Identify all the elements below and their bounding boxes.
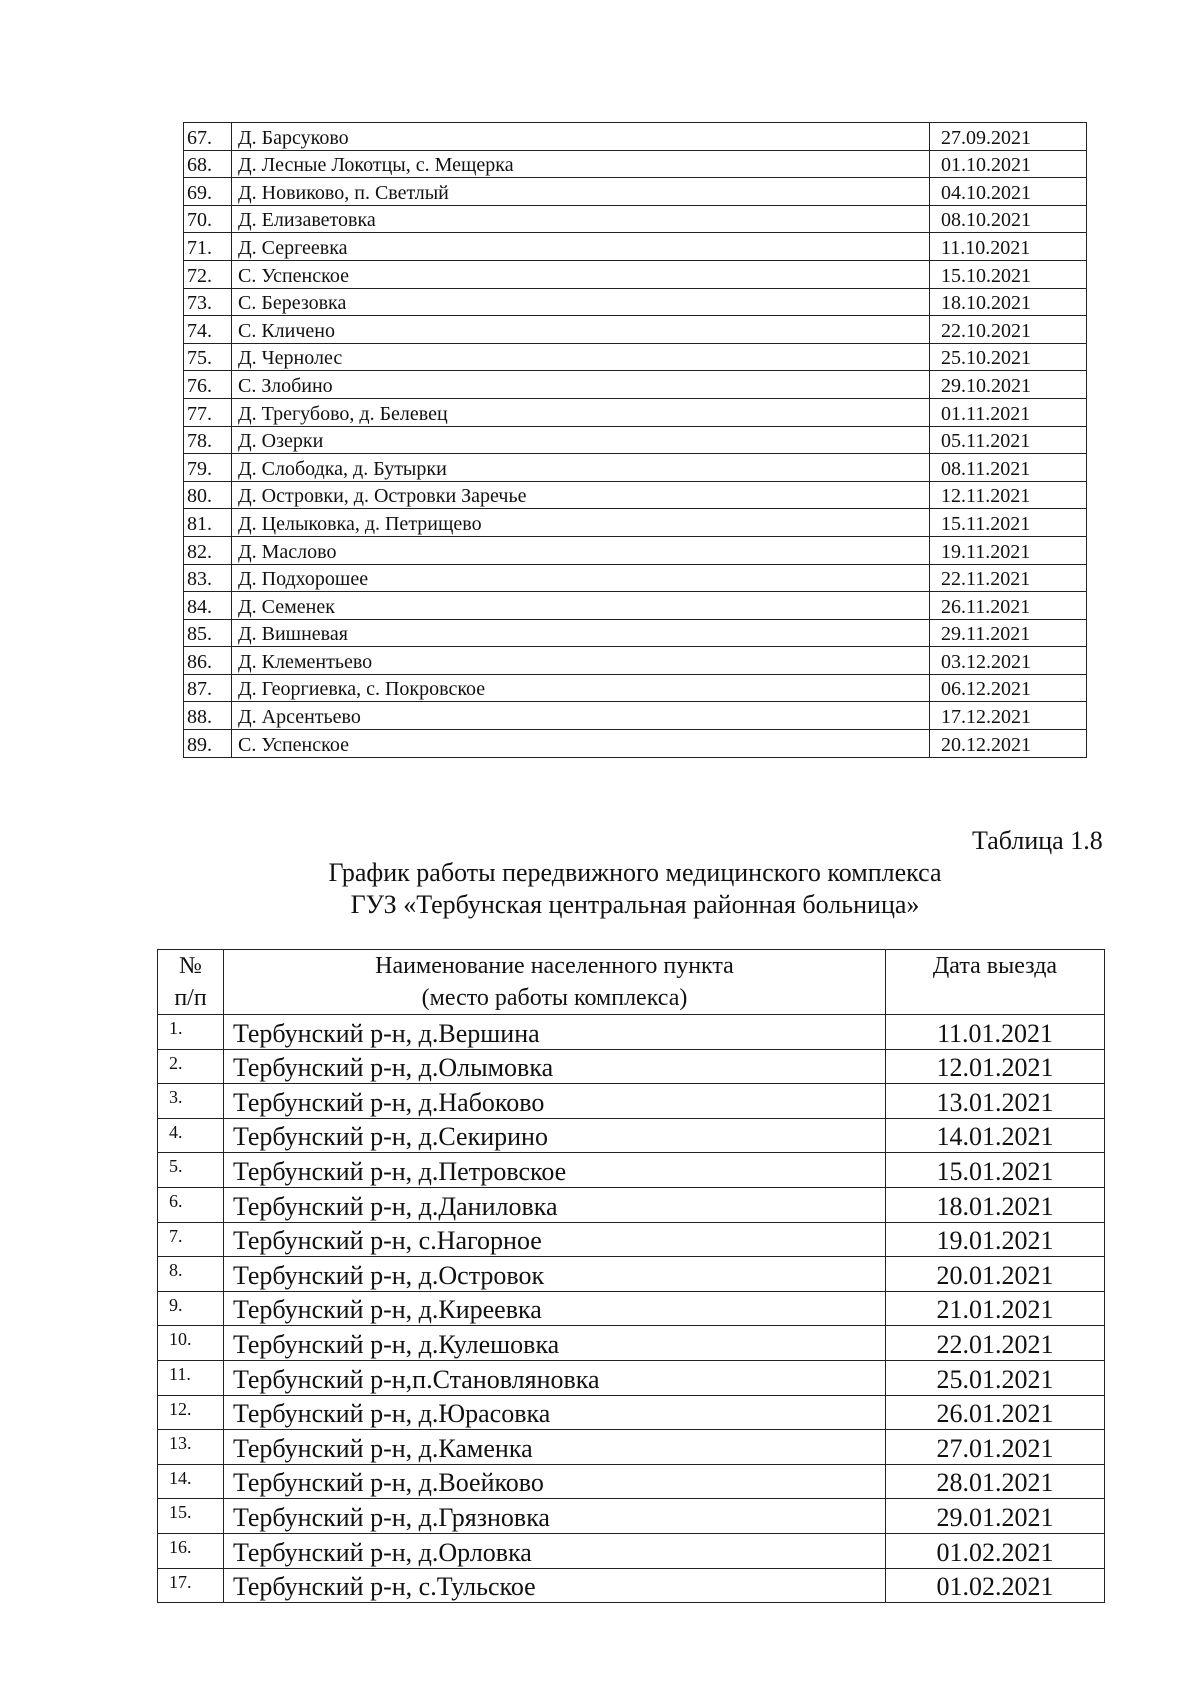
row-number: 77. <box>184 398 232 426</box>
row-date: 15.01.2021 <box>886 1153 1105 1188</box>
row-date: 26.01.2021 <box>886 1395 1105 1430</box>
row-date: 26.11.2021 <box>930 592 1087 620</box>
row-place: Тербунский р-н, с.Нагорное <box>224 1222 886 1257</box>
table-row <box>184 205 1087 233</box>
row-place: С. Злобино <box>232 371 930 399</box>
table-row <box>184 343 1087 371</box>
table-row <box>184 730 1087 758</box>
row-number: 70. <box>184 205 232 233</box>
row-date: 13.01.2021 <box>886 1084 1105 1119</box>
table-row <box>184 123 1087 151</box>
row-number: 81. <box>184 509 232 537</box>
table-row <box>184 150 1087 178</box>
row-date: 05.11.2021 <box>930 426 1087 454</box>
table-header-row <box>158 950 1105 1015</box>
row-date: 12.11.2021 <box>930 481 1087 509</box>
row-number: 75. <box>184 343 232 371</box>
row-number: 80. <box>184 481 232 509</box>
table-row <box>184 674 1087 702</box>
table-row <box>158 1326 1105 1361</box>
table-row <box>184 481 1087 509</box>
table-row <box>184 288 1087 316</box>
row-date: 12.01.2021 <box>886 1049 1105 1084</box>
table-row <box>158 1533 1105 1568</box>
row-number: 71. <box>184 233 232 261</box>
row-place: Д. Вишневая <box>232 619 930 647</box>
table-row <box>184 536 1087 564</box>
row-place: Д. Трегубово, д. Белевец <box>232 398 930 426</box>
row-number: 5. <box>158 1153 224 1188</box>
table-row <box>184 702 1087 730</box>
row-place: Д. Лесные Локотцы, с. Мещерка <box>232 150 930 178</box>
table-row <box>158 1187 1105 1222</box>
row-date: 27.09.2021 <box>930 123 1087 151</box>
table-row <box>184 233 1087 261</box>
row-place: С. Березовка <box>232 288 930 316</box>
table-row <box>158 1291 1105 1326</box>
table-row <box>184 178 1087 206</box>
table-row <box>158 1118 1105 1153</box>
row-place: Тербунский р-н, д.Набоково <box>224 1084 886 1119</box>
row-number: 11. <box>158 1360 224 1395</box>
header-number-line-1: № <box>179 953 202 979</box>
row-number: 4. <box>158 1118 224 1153</box>
row-date: 21.01.2021 <box>886 1291 1105 1326</box>
row-number: 17. <box>158 1568 224 1603</box>
row-date: 28.01.2021 <box>886 1464 1105 1499</box>
table-row <box>158 1395 1105 1430</box>
row-number: 2. <box>158 1049 224 1084</box>
schedule-table-continuation <box>183 122 1087 758</box>
table-row <box>184 509 1087 537</box>
row-place: Тербунский р-н, д.Даниловка <box>224 1187 886 1222</box>
row-place: Д. Семенек <box>232 592 930 620</box>
row-date: 25.01.2021 <box>886 1360 1105 1395</box>
row-place: Д. Озерки <box>232 426 930 454</box>
row-place: С. Кличено <box>232 316 930 344</box>
row-number: 89. <box>184 730 232 758</box>
table-row <box>158 1499 1105 1534</box>
row-number: 15. <box>158 1499 224 1534</box>
row-place: Тербунский р-н,п.Становляновка <box>224 1360 886 1395</box>
row-date: 14.01.2021 <box>886 1118 1105 1153</box>
row-number: 73. <box>184 288 232 316</box>
row-date: 19.01.2021 <box>886 1222 1105 1257</box>
table-row <box>184 454 1087 482</box>
header-cell-date: Дата выезда <box>886 950 1105 1015</box>
row-date: 20.12.2021 <box>930 730 1087 758</box>
row-place: Тербунский р-н, д.Киреевка <box>224 1291 886 1326</box>
row-date: 17.12.2021 <box>930 702 1087 730</box>
row-date: 03.12.2021 <box>930 647 1087 675</box>
row-date: 04.10.2021 <box>930 178 1087 206</box>
row-number: 86. <box>184 647 232 675</box>
row-place: Д. Сергеевка <box>232 233 930 261</box>
row-date: 22.01.2021 <box>886 1326 1105 1361</box>
row-place: Д. Клементьево <box>232 647 930 675</box>
row-number: 87. <box>184 674 232 702</box>
row-number: 74. <box>184 316 232 344</box>
row-number: 8. <box>158 1257 224 1292</box>
row-date: 29.01.2021 <box>886 1499 1105 1534</box>
row-number: 67. <box>184 123 232 151</box>
row-number: 83. <box>184 564 232 592</box>
row-place: Тербунский р-н, д.Олымовка <box>224 1049 886 1084</box>
table-row <box>158 1049 1105 1084</box>
row-number: 1. <box>158 1015 224 1050</box>
row-date: 08.11.2021 <box>930 454 1087 482</box>
row-place: Д. Георгиевка, с. Покровское <box>232 674 930 702</box>
table-number-label: Таблица 1.8 <box>972 826 1103 855</box>
table-row <box>158 1153 1105 1188</box>
row-date: 25.10.2021 <box>930 343 1087 371</box>
header-number-line-2: п/п <box>174 985 207 1011</box>
table-row <box>158 1464 1105 1499</box>
row-number: 10. <box>158 1326 224 1361</box>
table-row <box>158 1084 1105 1119</box>
table-row <box>158 1430 1105 1465</box>
header-place-line-2: (место работы комплекса) <box>421 985 688 1011</box>
row-place: Тербунский р-н, д.Орловка <box>224 1533 886 1568</box>
table-row <box>184 371 1087 399</box>
row-place: Тербунский р-н, д.Юрасовка <box>224 1395 886 1430</box>
row-date: 29.10.2021 <box>930 371 1087 399</box>
row-place: Д. Целыковка, д. Петрищево <box>232 509 930 537</box>
row-number: 7. <box>158 1222 224 1257</box>
table-title-line-1: График работы передвижного медицинского комплекса <box>328 858 942 887</box>
row-date: 19.11.2021 <box>930 536 1087 564</box>
row-date: 22.11.2021 <box>930 564 1087 592</box>
row-number: 72. <box>184 260 232 288</box>
row-date: 01.10.2021 <box>930 150 1087 178</box>
schedule-table-main <box>157 949 1105 1603</box>
table-row <box>184 647 1087 675</box>
row-place: Д. Чернолес <box>232 343 930 371</box>
row-place: Д. Барсуково <box>232 123 930 151</box>
row-place: Д. Подхорошее <box>232 564 930 592</box>
row-date: 11.01.2021 <box>886 1015 1105 1050</box>
row-number: 85. <box>184 619 232 647</box>
table-row <box>184 426 1087 454</box>
row-place: С. Успенское <box>232 730 930 758</box>
row-place: Д. Слободка, д. Бутырки <box>232 454 930 482</box>
row-date: 18.10.2021 <box>930 288 1087 316</box>
table-row <box>158 1257 1105 1292</box>
row-place: Д. Новиково, п. Светлый <box>232 178 930 206</box>
row-place: Тербунский р-н, д.Секирино <box>224 1118 886 1153</box>
row-place: Д. Островки, д. Островки Заречье <box>232 481 930 509</box>
row-place: Тербунский р-н, д.Петровское <box>224 1153 886 1188</box>
row-number: 3. <box>158 1084 224 1119</box>
row-place: Тербунский р-н, д.Каменка <box>224 1430 886 1465</box>
row-place: Тербунский р-н, д.Кулешовка <box>224 1326 886 1361</box>
row-date: 29.11.2021 <box>930 619 1087 647</box>
table-row <box>158 1568 1105 1603</box>
row-number: 12. <box>158 1395 224 1430</box>
row-number: 9. <box>158 1291 224 1326</box>
schedule-table-main-body <box>158 950 1105 1603</box>
row-number: 69. <box>184 178 232 206</box>
row-place: Д. Елизаветовка <box>232 205 930 233</box>
table-row <box>158 1222 1105 1257</box>
row-date: 06.12.2021 <box>930 674 1087 702</box>
table-row <box>184 564 1087 592</box>
row-place: Д. Маслово <box>232 536 930 564</box>
table-row <box>184 260 1087 288</box>
row-date: 15.10.2021 <box>930 260 1087 288</box>
table-row <box>184 592 1087 620</box>
row-date: 11.10.2021 <box>930 233 1087 261</box>
row-date: 22.10.2021 <box>930 316 1087 344</box>
row-date: 08.10.2021 <box>930 205 1087 233</box>
row-date: 01.11.2021 <box>930 398 1087 426</box>
row-number: 84. <box>184 592 232 620</box>
table-row <box>158 1015 1105 1050</box>
table-row <box>184 398 1087 426</box>
row-date: 27.01.2021 <box>886 1430 1105 1465</box>
row-number: 82. <box>184 536 232 564</box>
row-date: 01.02.2021 <box>886 1568 1105 1603</box>
row-place: Д. Арсентьево <box>232 702 930 730</box>
row-date: 15.11.2021 <box>930 509 1087 537</box>
row-date: 20.01.2021 <box>886 1257 1105 1292</box>
header-cell-place <box>224 950 886 1015</box>
row-place: Тербунский р-н, д.Воейково <box>224 1464 886 1499</box>
row-number: 78. <box>184 426 232 454</box>
schedule-table-continuation-body <box>184 123 1087 758</box>
row-number: 13. <box>158 1430 224 1465</box>
row-place: Тербунский р-н, д.Островок <box>224 1257 886 1292</box>
row-place: Тербунский р-н, д.Вершина <box>224 1015 886 1050</box>
row-number: 14. <box>158 1464 224 1499</box>
header-cell-number <box>158 950 224 1015</box>
row-number: 79. <box>184 454 232 482</box>
table-title-line-2: ГУЗ «Тербунская центральная районная больница» <box>350 890 920 919</box>
row-date: 18.01.2021 <box>886 1187 1105 1222</box>
row-number: 88. <box>184 702 232 730</box>
row-number: 6. <box>158 1187 224 1222</box>
table-row <box>184 619 1087 647</box>
table-row <box>158 1360 1105 1395</box>
table-row <box>184 316 1087 344</box>
row-date: 01.02.2021 <box>886 1533 1105 1568</box>
header-place-line-1: Наименование населенного пункта <box>375 953 734 979</box>
row-place: С. Успенское <box>232 260 930 288</box>
row-number: 16. <box>158 1533 224 1568</box>
row-place: Тербунский р-н, д.Грязновка <box>224 1499 886 1534</box>
row-place: Тербунский р-н, с.Тульское <box>224 1568 886 1603</box>
row-number: 68. <box>184 150 232 178</box>
row-number: 76. <box>184 371 232 399</box>
